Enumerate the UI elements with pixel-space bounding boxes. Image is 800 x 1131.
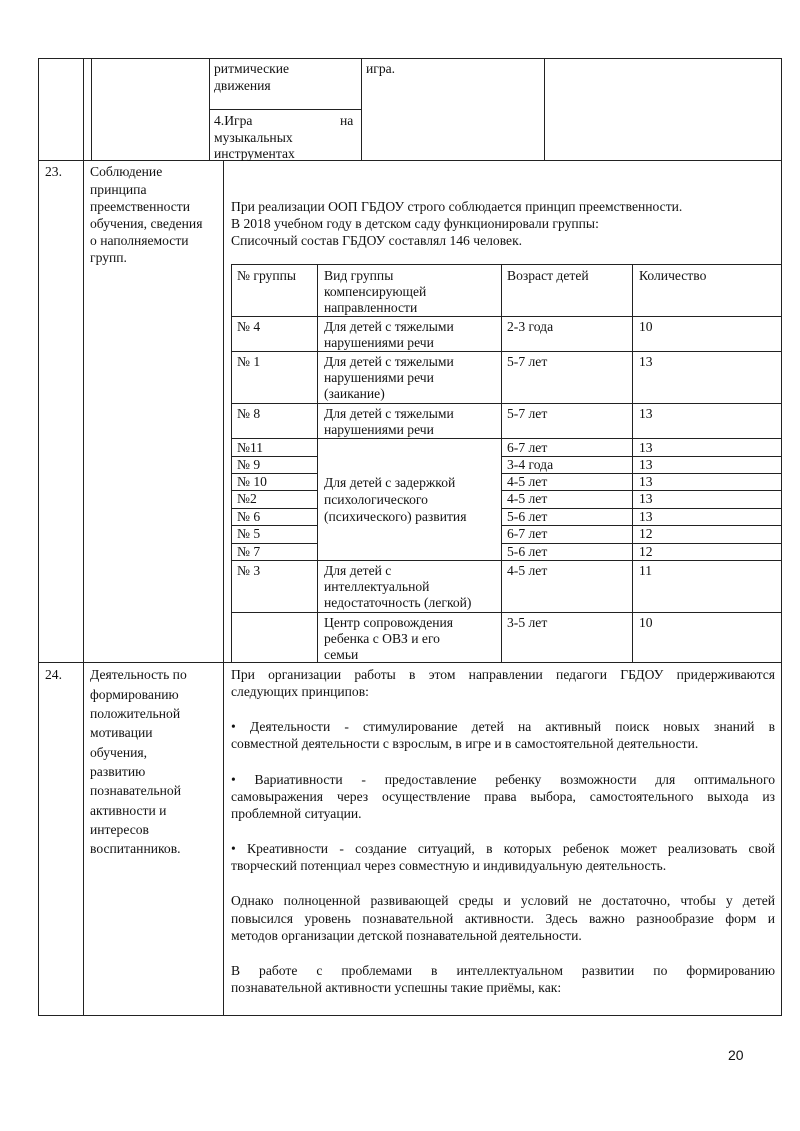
text-line: музыкальных [214, 130, 293, 145]
cell-count: 10 [639, 319, 653, 334]
text-line: движения [214, 78, 271, 93]
cell-group: № 1 [237, 354, 261, 369]
cell-count: 13 [639, 440, 653, 455]
cell-group: №11 [237, 440, 264, 455]
cell-type: Центр сопровождения [324, 615, 454, 630]
text-line: на [340, 113, 354, 128]
text-line: 4.Игра [214, 113, 253, 128]
header-group-type: направленности [324, 300, 418, 315]
cell-type: Для детей с тяжелыми [324, 354, 454, 369]
text-line: о наполняемости [90, 233, 189, 248]
cell-count: 12 [639, 526, 653, 541]
cell-age: 6-7 лет [507, 526, 548, 541]
row-number-24: 24. [45, 667, 62, 682]
text-line: преемственности [90, 199, 191, 214]
text-line: При реализации ООП ГБДОУ строго соблюдается принцип преемственности. [231, 199, 683, 214]
text-line: Деятельность по [90, 667, 187, 682]
text-line: • Креативности - создание ситуаций, в которых ребенок может реализовать свой [231, 841, 775, 856]
text-line: проблемной ситуации. [231, 806, 362, 821]
text-line: развитию [90, 764, 146, 779]
cell-type: интеллектуальной [324, 579, 430, 594]
text-line: Списочный состав ГБДОУ составлял 146 человек. [231, 233, 523, 248]
cell-type: Для детей с задержкой [324, 475, 456, 490]
cell-game: игра. [366, 61, 396, 76]
cell-group: №2 [237, 491, 257, 506]
text-line: творческий потенциал через совместную и индивидуальную деятельность. [231, 858, 667, 873]
cell-count: 10 [639, 615, 653, 630]
cell-count: 13 [639, 457, 653, 472]
text-line: мотивации [90, 725, 153, 740]
cell-group: № 8 [237, 406, 261, 421]
cell-age: 4-5 лет [507, 563, 548, 578]
cell-type: нарушениями речи [324, 422, 434, 437]
text-line: методов организации детской познавательной деятельности. [231, 928, 582, 943]
cell-count: 11 [639, 563, 653, 578]
cell-age: 4-5 лет [507, 491, 548, 506]
cell-count: 13 [639, 474, 653, 489]
cell-count: 13 [639, 491, 653, 506]
cell-type: Для детей с тяжелыми [324, 319, 454, 334]
page-number: 20 [728, 1047, 744, 1063]
text-line: повысился уровень познавательной активности. Здесь важно разнообразие форм и [231, 911, 775, 926]
cell-group: № 3 [237, 563, 261, 578]
cell-group: № 9 [237, 457, 261, 472]
header-group-type: Вид группы [324, 268, 394, 283]
text-line: Соблюдение [90, 164, 163, 179]
cell-age: 5-6 лет [507, 509, 548, 524]
cell-age: 2-3 года [507, 319, 554, 334]
text-line: групп. [90, 250, 127, 265]
text-line: положительной [90, 706, 181, 721]
text-line: При организации работы в этом направлении педагоги ГБДОУ придерживаются [231, 667, 775, 682]
cell-type: Для детей с [324, 563, 392, 578]
text-line: ритмические [214, 61, 290, 76]
cell-group: № 4 [237, 319, 261, 334]
text-line: следующих принципов: [231, 684, 369, 699]
cell-age: 5-6 лет [507, 544, 548, 559]
cell-age: 3-5 лет [507, 615, 548, 630]
text-line: формированию [90, 687, 179, 702]
cell-count: 12 [639, 544, 653, 559]
cell-count: 13 [639, 509, 653, 524]
header-count: Количество [639, 268, 707, 283]
cell-type: недостаточность (легкой) [324, 595, 472, 610]
header-group-number: № группы [237, 268, 297, 283]
text-line: познавательной активности успешны такие приёмы, как: [231, 980, 562, 995]
cell-group: № 5 [237, 526, 261, 541]
cell-age: 5-7 лет [507, 354, 548, 369]
cell-type: (психического) развития [324, 509, 467, 524]
text-line: самовыражения через осуществление права выбора, самостоятельного выхода из [231, 789, 775, 804]
text-line: инструментах [214, 146, 295, 161]
text-line: • Вариативности - предоставление ребенку возможности для оптимального [231, 772, 775, 787]
cell-age: 4-5 лет [507, 474, 548, 489]
text-line: обучения, сведения [90, 216, 203, 231]
cell-count: 13 [639, 354, 653, 369]
cell-type: Для детей с тяжелыми [324, 406, 454, 421]
text-line: активности и [90, 803, 167, 818]
text-line: совместной деятельности с взрослым, в игре и в самостоятельной деятельности. [231, 736, 699, 751]
cell-group: № 7 [237, 544, 261, 559]
text-line: принципа [90, 182, 147, 197]
cell-age: 5-7 лет [507, 406, 548, 421]
cell-type: семьи [324, 647, 359, 662]
text-line: обучения, [90, 745, 148, 760]
text-line: Однако полноценной развивающей среды и условий не достаточно, чтобы у детей [231, 893, 775, 908]
cell-type: нарушениями речи [324, 370, 434, 385]
text-line: • Деятельности - стимулирование детей на активный поиск новых знаний в [231, 719, 775, 734]
cell-age: 6-7 лет [507, 440, 548, 455]
cell-type: психологического [324, 492, 428, 507]
cell-count: 13 [639, 406, 653, 421]
text-line: воспитанников. [90, 841, 181, 856]
cell-group: № 10 [237, 474, 267, 489]
text-line: познавательной [90, 783, 181, 798]
text-line: интересов [90, 822, 149, 837]
cell-type: ребенка с ОВЗ и его [324, 631, 440, 646]
cell-type: (заикание) [324, 386, 385, 401]
header-age: Возраст детей [507, 268, 589, 283]
header-group-type: компенсирующей [324, 284, 427, 299]
text-line: В 2018 учебном году в детском саду функционировали группы: [231, 216, 599, 231]
row-number-23: 23. [45, 164, 62, 179]
cell-age: 3-4 года [507, 457, 554, 472]
cell-group: № 6 [237, 509, 261, 524]
text-line: В работе с проблемами в интеллектуальном развитии по формированию [231, 963, 775, 978]
cell-type: нарушениями речи [324, 335, 434, 350]
